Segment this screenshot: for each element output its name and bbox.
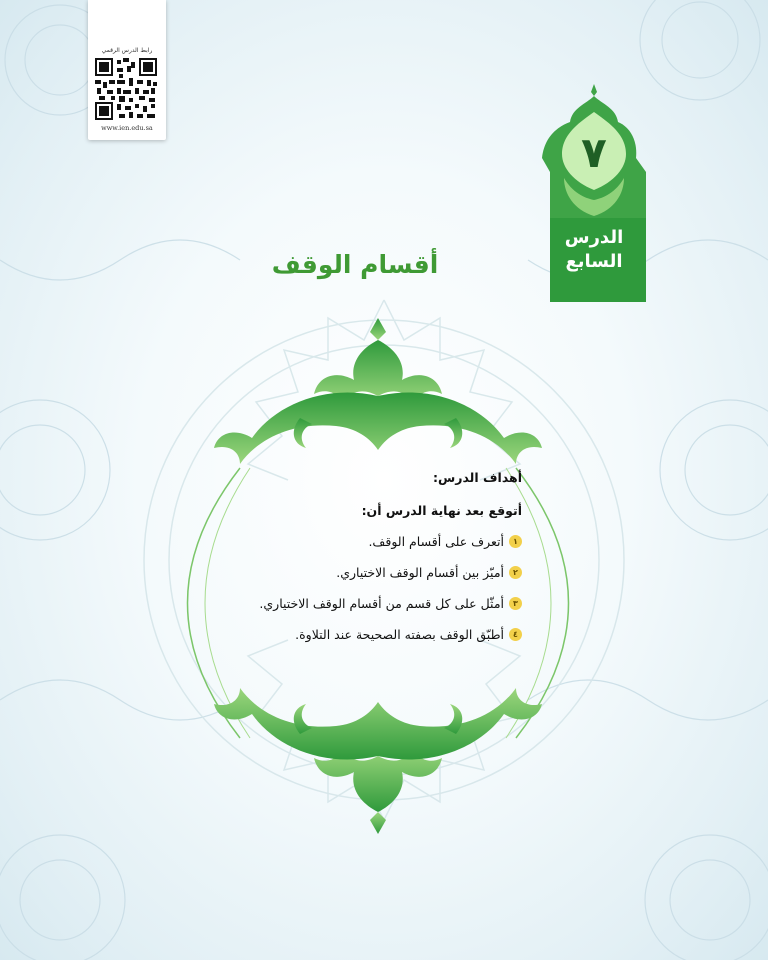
objective-text: أميّز بين أقسام الوقف الاختياري.: [336, 565, 504, 580]
lesson-title: أقسام الوقف: [271, 250, 439, 279]
objective-number-badge: ١: [509, 535, 522, 548]
qr-card[interactable]: [88, 0, 166, 140]
objectives-list: [230, 534, 522, 642]
objective-item: [230, 565, 522, 580]
lesson-objectives: [230, 470, 522, 658]
lesson-number: ٧: [581, 128, 607, 177]
objectives-heading: أهداف الدرس:: [433, 470, 522, 485]
lesson-label-line1: الدرس: [564, 227, 624, 248]
objective-text: أطبّق الوقف بصفته الصحيحة عند التلاوة.: [295, 627, 504, 642]
objective-item: [230, 627, 522, 642]
objective-number-badge: ٤: [509, 628, 522, 641]
qr-title: رابط الدرس الرقمي: [101, 47, 153, 54]
objectives-intro: أتوقع بعد نهاية الدرس أن:: [361, 503, 522, 518]
objective-item: [230, 534, 522, 549]
objective-text: أتعرف على أقسام الوقف.: [368, 534, 504, 549]
objective-number-badge: ٣: [509, 597, 522, 610]
lesson-label-line2: السابع: [565, 251, 623, 272]
lesson-label: [550, 226, 638, 274]
objective-number-badge: ٢: [509, 566, 522, 579]
qr-code-icon[interactable]: [95, 58, 157, 120]
objective-text: أمثّل على كل قسم من أقسام الوقف الاختياري.: [259, 596, 504, 611]
qr-url: www.ien.edu.sa: [101, 124, 153, 132]
objective-item: [230, 596, 522, 611]
